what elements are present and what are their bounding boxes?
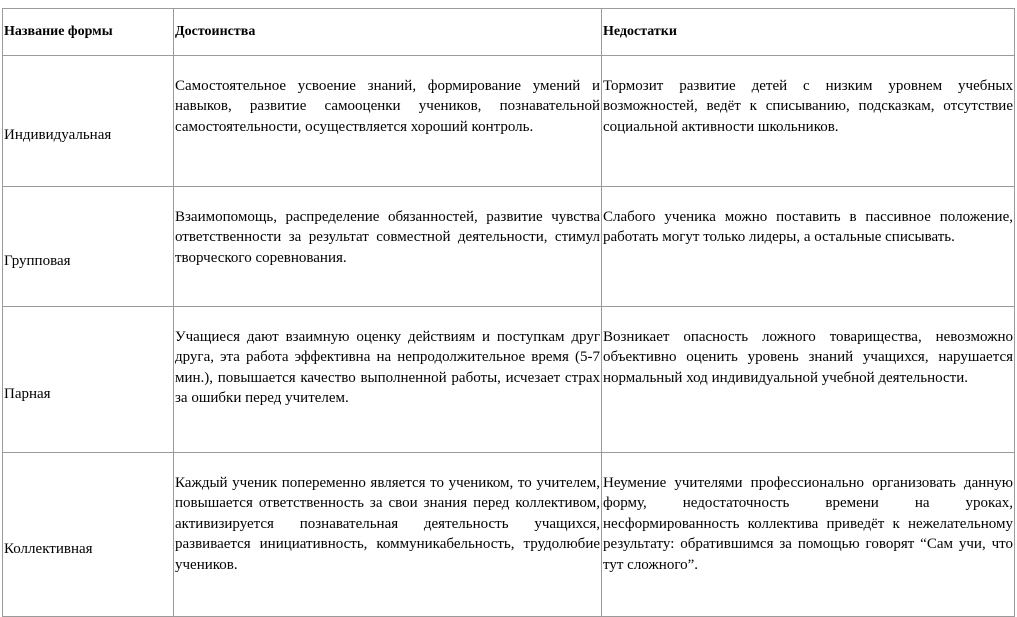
disadvantages-cell: Тормозит развитие детей с низким уровнем учебных возможностей, ведёт к списыванию, подсказкам, отсутствие социальной активности школьников. [602, 56, 1015, 187]
form-name-cell [3, 453, 174, 617]
header-form-name: Название формы [3, 9, 174, 56]
disadvantages-cell: Неумение учителями профессионально организовать данную форму, недостаточность времени на уроках, несформированность коллектива приведёт к нежелательному результату: обратившимся за помощью говорят “Сам учи, что тут сложного”. [602, 453, 1015, 617]
table-row [3, 453, 1015, 617]
form-name-cell [3, 56, 174, 187]
form-name-cell [3, 307, 174, 453]
table-row [3, 56, 1015, 187]
form-name: Коллективная [4, 540, 93, 557]
disadvantages-cell: Возникает опасность ложного товарищества, невозможно объективно оценить уровень знаний учащихся, нарушается нормальный ход индивидуальной учебной деятельности. [602, 307, 1015, 453]
advantages-cell: Учащиеся дают взаимную оценку действиям и поступкам друг друга, эта работа эффективна на непродолжительное время (5-7 мин.), повышается качество выполненной работы, исчезает страх за ошибки перед учителем. [174, 307, 602, 453]
header-disadvantages: Недостатки [602, 9, 1015, 56]
advantages-cell: Взаимопомощь, распределение обязанностей, развитие чувства ответственности за результат совместной деятельности, стимул творческого соревнования. [174, 187, 602, 307]
forms-comparison-table [2, 8, 1015, 617]
table-row [3, 307, 1015, 453]
form-name: Групповая [4, 252, 71, 269]
table-row [3, 187, 1015, 307]
form-name: Парная [4, 385, 51, 402]
disadvantages-cell: Слабого ученика можно поставить в пассивное положение, работать могут только лидеры, а остальные списывать. [602, 187, 1015, 307]
header-advantages: Достоинства [174, 9, 602, 56]
advantages-cell: Самостоятельное усвоение знаний, формирование умений и навыков, развитие самооценки учеников, познавательной самостоятельности, осуществляется хороший контроль. [174, 56, 602, 187]
form-name: Индивидуальная [4, 127, 112, 144]
form-name-cell [3, 187, 174, 307]
advantages-cell: Каждый ученик попеременно является то учеником, то учителем, повышается ответственность за свои знания перед коллективом, активизируется познавательная деятельность учащихся, развивается инициативность, коммуникабельность, трудолюбие учеников. [174, 453, 602, 617]
table-header-row [3, 9, 1015, 56]
